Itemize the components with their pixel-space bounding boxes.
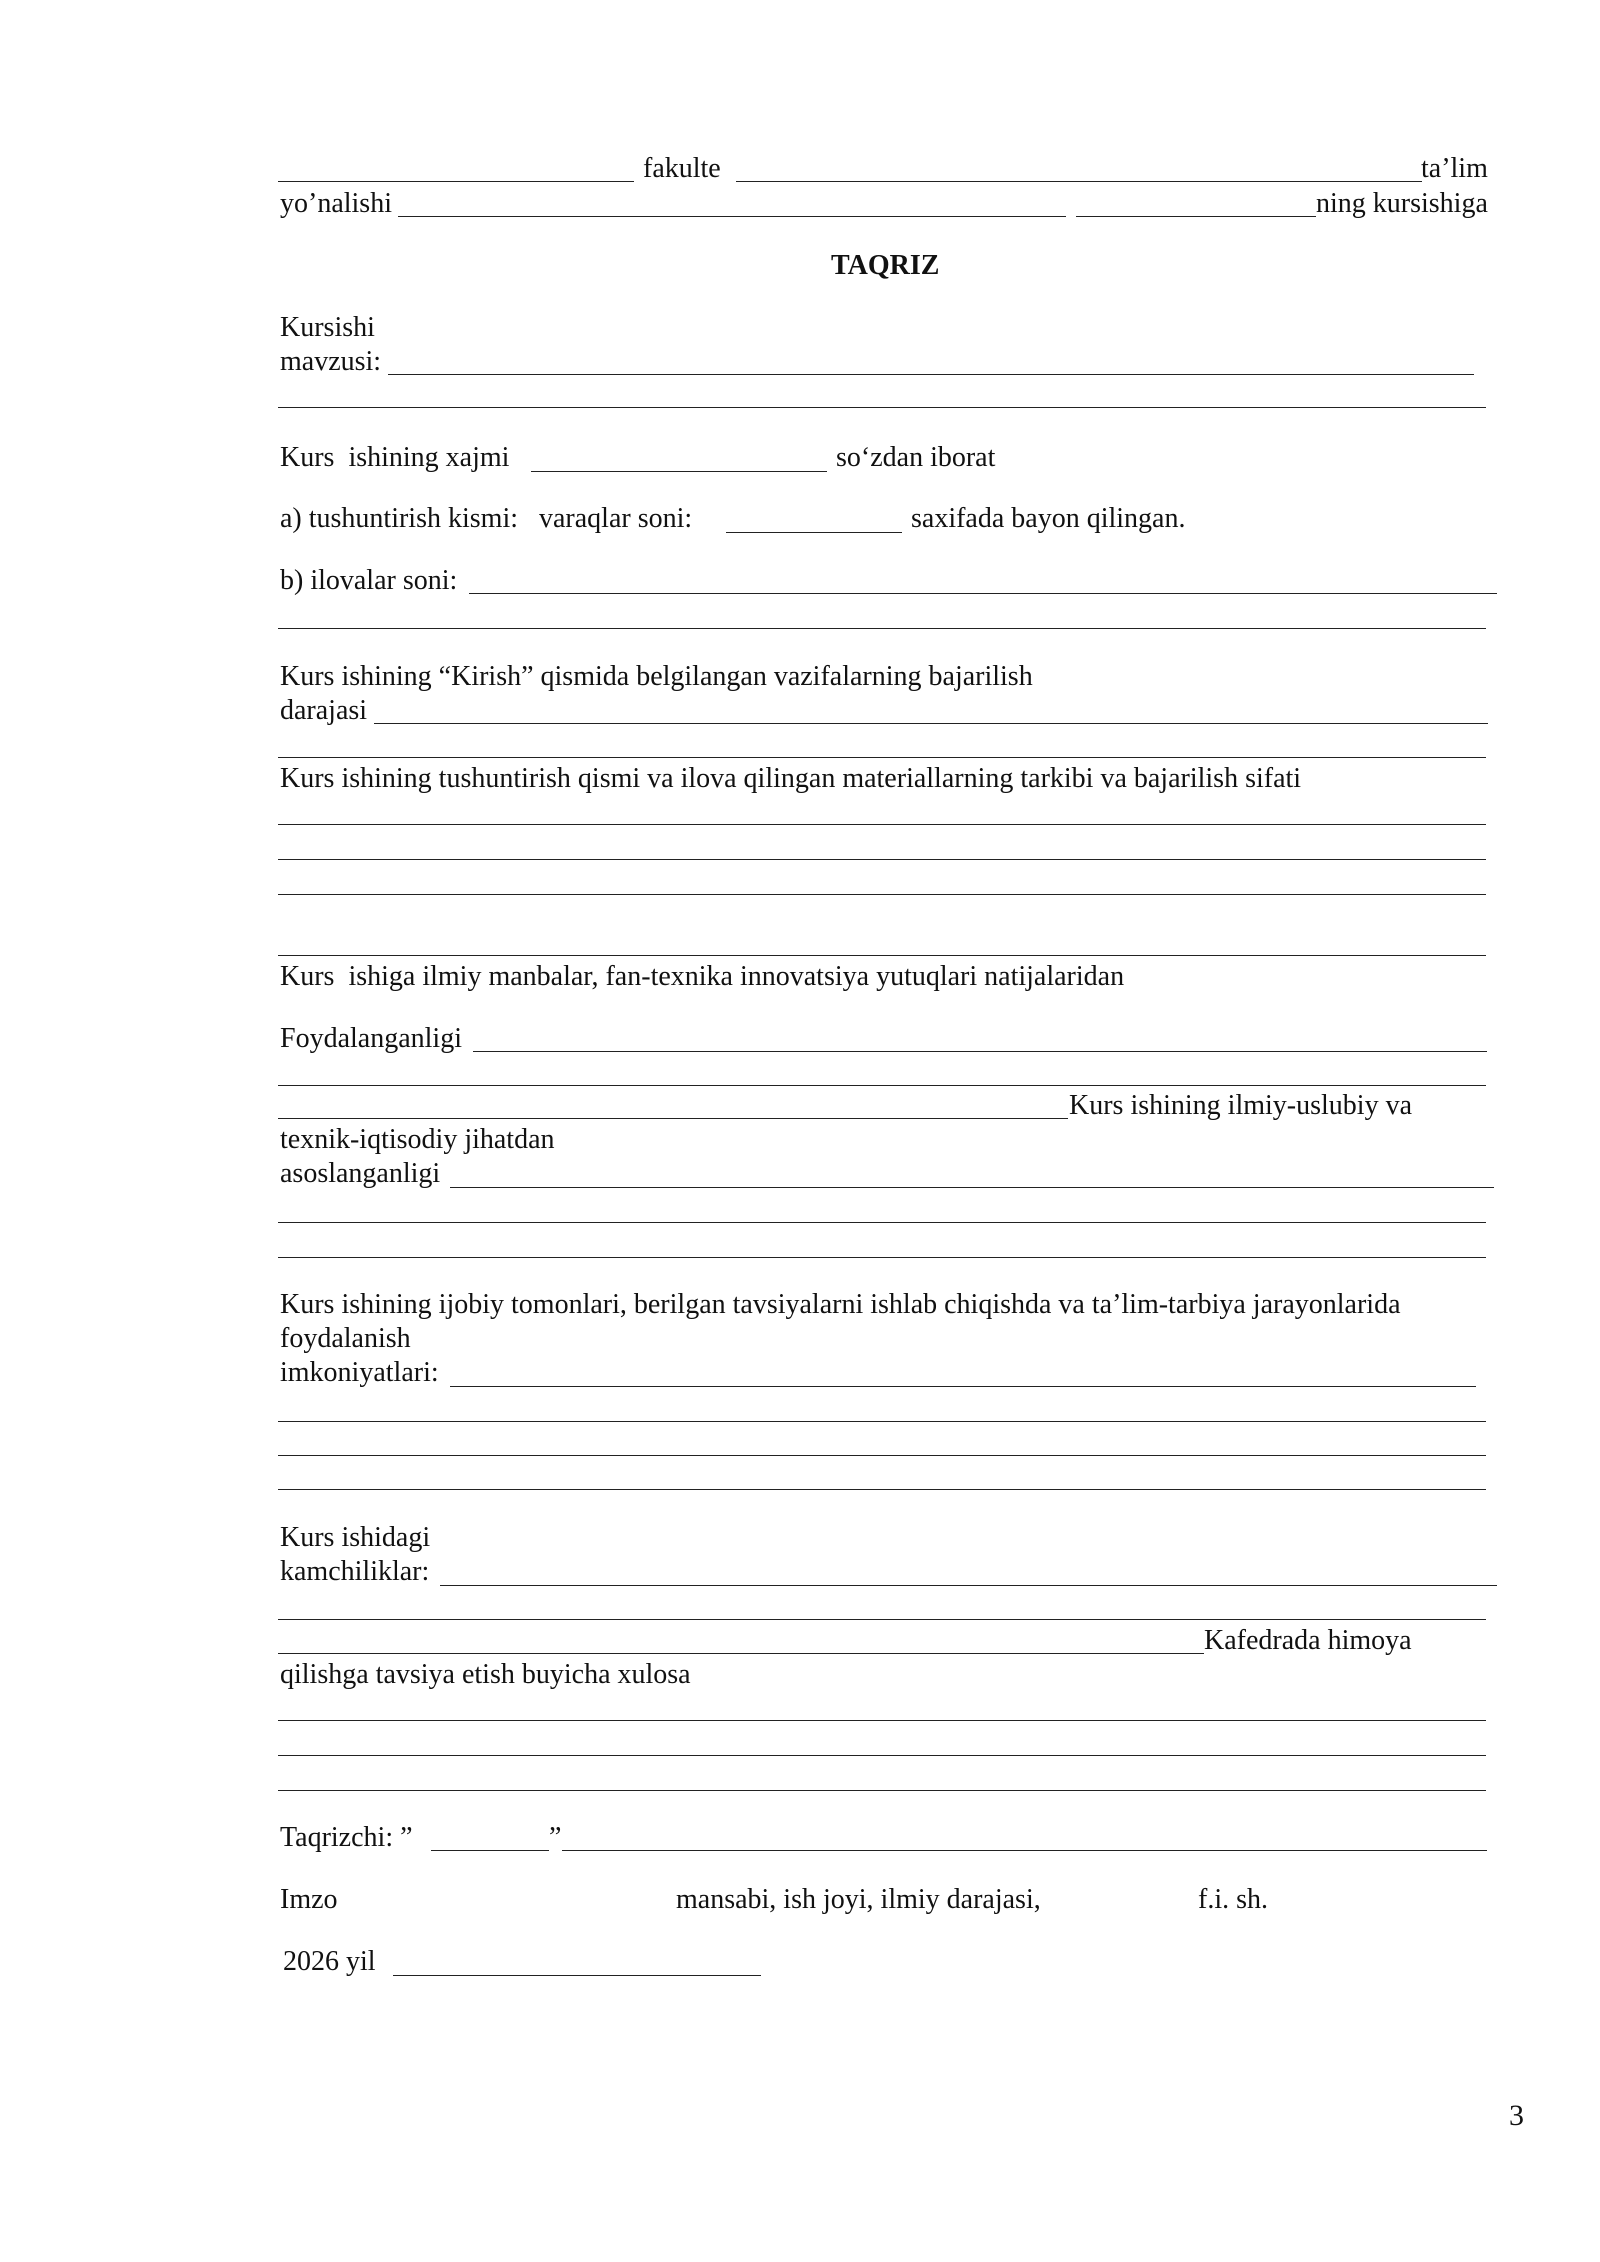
year-label: 2026 yil [283, 1946, 376, 1977]
ijobiy-label-line1: Kurs ishining ijobiy tomonlari, berilgan tavsiyalarni ishlab chiqishda va ta’lim-tarbiya jarayonlarida [280, 1289, 1401, 1320]
talim-label: ta’lim [1421, 153, 1488, 184]
document-title: TAQRIZ [831, 250, 940, 281]
manbalar-label-line1: Kurs ishiga ilmiy manbalar, fan-texnika innovatsiya yutuqlari natijalaridan [280, 961, 1125, 992]
uslubiy-label-tail: Kurs ishining ilmiy-uslubiy va [1069, 1090, 1412, 1121]
kamchiliklar-blank-line[interactable] [440, 1585, 1497, 1586]
ning-kursishiga-label: ning kursishiga [1316, 188, 1488, 219]
talim-blank-line[interactable] [736, 181, 1422, 182]
ijobiy-blank-line-3[interactable] [278, 1455, 1486, 1456]
xajm-blank-line[interactable] [531, 471, 827, 472]
kamchiliklar-label-line1: Kurs ishidagi [280, 1522, 431, 1553]
kirish-label-line2: darajasi [280, 695, 368, 726]
kirish-blank-line-2[interactable] [278, 757, 1486, 758]
uslubiy-blank-line[interactable] [450, 1187, 1494, 1188]
mansabi-label: mansabi, ish joyi, ilmiy darajasi, [676, 1884, 1041, 1915]
ilovalar-blank-line-2[interactable] [278, 628, 1486, 629]
mavzu-label-line1: Kursishi [280, 312, 375, 343]
kirish-blank-line[interactable] [374, 723, 1488, 724]
year-blank-line[interactable] [393, 1975, 761, 1976]
mavzu-blank-line-2[interactable] [278, 407, 1486, 408]
kamchiliklar-label-line2: kamchiliklar: [280, 1556, 430, 1587]
tarkibi-blank-line-3[interactable] [278, 894, 1486, 895]
ijobiy-blank-line-2[interactable] [278, 1421, 1486, 1422]
kursishiga-blank-line[interactable] [1076, 216, 1316, 217]
manbalar-label-line2: Foydalanganligi [280, 1023, 462, 1054]
tarkibi-label: Kurs ishining tushuntirish qismi va ilova qilingan materiallarning tarkibi va bajarilish sifati [280, 763, 1302, 794]
yonalishi-blank-line[interactable] [398, 216, 1066, 217]
tushuntirish-suffix: saxifada bayon qilingan. [911, 503, 1186, 534]
uslubiy-label-line3: asoslanganligi [280, 1158, 441, 1189]
tarkibi-blank-line-1[interactable] [278, 824, 1486, 825]
taqrizchi-label: Taqrizchi: ” [280, 1822, 413, 1853]
fakulte-label: fakulte [643, 153, 721, 184]
imzo-label: Imzo [280, 1884, 338, 1915]
uslubiy-blank-line-lead[interactable] [278, 1118, 1068, 1119]
ijobiy-label-line3: imkoniyatlari: [280, 1357, 439, 1388]
xulosa-label-line2: qilishga tavsiya etish buyicha xulosa [280, 1659, 691, 1690]
manbalar-blank-line-2[interactable] [278, 1085, 1486, 1086]
tarkibi-blank-line-4[interactable] [278, 955, 1486, 956]
manbalar-blank-line[interactable] [473, 1051, 1487, 1052]
tushuntirish-label: a) tushuntirish kismi: varaqlar soni: [280, 503, 693, 534]
xulosa-blank-line-1[interactable] [278, 1720, 1486, 1721]
xulosa-label-tail: Kafedrada himoya [1204, 1625, 1412, 1656]
tarkibi-blank-line-2[interactable] [278, 859, 1486, 860]
xulosa-blank-line-2[interactable] [278, 1755, 1486, 1756]
taqrizchi-blank-line[interactable] [562, 1850, 1487, 1851]
ijobiy-blank-line[interactable] [450, 1386, 1476, 1387]
varaqlar-blank-line[interactable] [726, 532, 902, 533]
ijobiy-label-line2: foydalanish [280, 1323, 411, 1354]
yonalishi-label: yo’nalishi [280, 188, 392, 219]
kamchiliklar-blank-line-2[interactable] [278, 1619, 1486, 1620]
xulosa-blank-line-lead[interactable] [278, 1653, 1204, 1654]
uslubiy-blank-line-2[interactable] [278, 1222, 1486, 1223]
mavzu-blank-line[interactable] [388, 374, 1474, 375]
uslubiy-label-line2: texnik-iqtisodiy jihatdan [280, 1124, 555, 1155]
taqrizchi-date-blank[interactable] [431, 1850, 549, 1851]
uslubiy-blank-line-3[interactable] [278, 1257, 1486, 1258]
ilovalar-blank-line[interactable] [469, 593, 1497, 594]
fish-label: f.i. sh. [1198, 1884, 1268, 1915]
ilovalar-label: b) ilovalar soni: [280, 565, 458, 596]
kirish-label-line1: Kurs ishining “Kirish” qismida belgilangan vazifalarning bajarilish [280, 661, 1033, 692]
taqrizchi-closing-quote: ” [549, 1822, 562, 1853]
xajm-suffix: so‘zdan iborat [836, 442, 996, 473]
page-number-clip [1505, 2099, 1535, 2133]
page-number: 3 [1509, 2099, 1524, 2132]
faculty-blank-line[interactable] [278, 181, 634, 182]
xulosa-blank-line-3[interactable] [278, 1790, 1486, 1791]
ijobiy-blank-line-4[interactable] [278, 1489, 1486, 1490]
xajm-label: Kurs ishining xajmi [280, 442, 510, 473]
mavzu-label-line2: mavzusi: [280, 346, 382, 377]
